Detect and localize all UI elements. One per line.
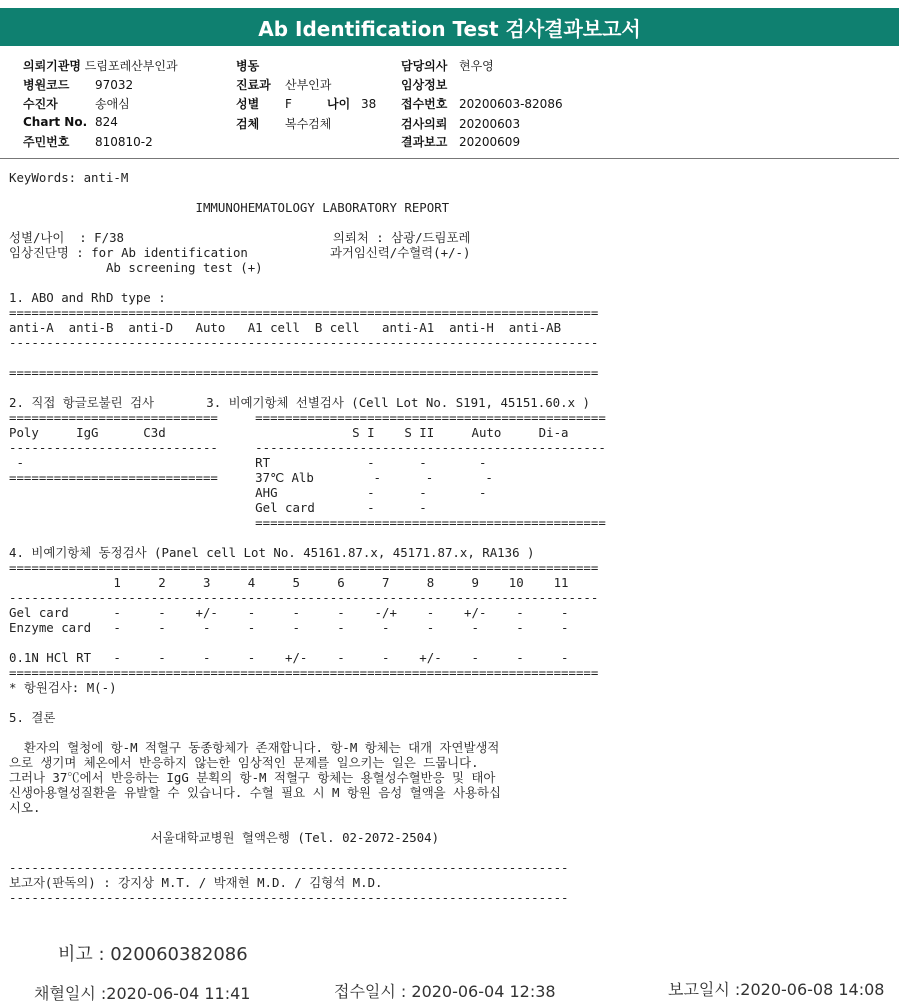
report-line: =============================================== (9, 515, 606, 530)
header-value: 20200603 (459, 117, 521, 131)
header-label: 주민번호 (23, 135, 70, 149)
report-line: 으로 생기며 체온에서 반응하지 않는한 임상적인 문제를 일으키는 일은 드뭅니다. (9, 755, 479, 770)
report-line: Ab screening test (+) (9, 260, 263, 275)
report-line (9, 815, 889, 830)
report-line: * 항원검사: M(-) (9, 680, 117, 695)
header-department (236, 76, 331, 93)
header-institution (23, 57, 178, 74)
header-label: 담당의사 (401, 59, 448, 73)
report-line: Enzyme card - - - - - - - - - - - (9, 620, 569, 635)
report-line (9, 275, 889, 290)
report-line: ------------------------------------------------------------------------------- (9, 335, 599, 350)
report-line: 그러나 37℃에서 반응하는 IgG 분획의 항-M 적혈구 항체는 용혈성수혈반응 및 태아 (9, 770, 496, 785)
header-label: 임상정보 (401, 78, 448, 92)
header-value: 산부인과 (285, 78, 332, 92)
header-label: 결과보고 (401, 135, 448, 149)
header-value: 송애심 (95, 97, 130, 111)
report-line: =============================================================================== (9, 365, 599, 380)
report-line: 4. 비예기항체 동정검사 (Panel cell Lot No. 45161.87.x, 45171.87.x, RA136 ) (9, 545, 535, 560)
report-line: 성별/나이 : F/38 의뢰처 : 삼광/드림포레 (9, 230, 471, 245)
report-line (9, 635, 889, 650)
report-line: =============================================================================== (9, 560, 599, 575)
report-line (9, 185, 889, 200)
header-age (327, 95, 376, 112)
header-value: 현우영 (459, 59, 494, 73)
header-label: 병동 (236, 59, 260, 73)
header-value: 복수검체 (285, 117, 332, 131)
report-line: 0.1N HCl RT - - - - +/- - - +/- - - - (9, 650, 569, 665)
report-line: - RT - - - (9, 455, 487, 470)
header-patient (23, 95, 130, 112)
report-line (9, 695, 889, 710)
header-label: Chart No. (23, 115, 88, 129)
header-value: 20200609 (459, 135, 521, 149)
report-line: 서울대학교병원 혈액은행 (Tel. 02-2072-2504) (9, 830, 440, 845)
header-resident-no (23, 133, 153, 150)
report-line: 5. 결론 (9, 710, 56, 725)
header-specimen (236, 115, 331, 132)
header-label: 수진자 (23, 97, 58, 111)
header-ward (236, 57, 259, 74)
header-value: 드림포레산부인과 (84, 59, 178, 73)
header-label: 검체 (236, 117, 260, 131)
report-line (9, 725, 889, 740)
report-line: --------------------------------------------------------------------------- (9, 860, 569, 875)
blood-draw-datetime: 채혈일시 :2020-06-04 11:41 (34, 984, 251, 1003)
report-line: ============================ =============================================== (9, 410, 606, 425)
header-label: 의뢰기관명 (23, 59, 81, 73)
report-line: 2. 직접 항글로불린 검사 3. 비예기항체 선별검사 (Cell Lot No. S191, 45151.60.x ) (9, 395, 590, 410)
report-line: 임상진단명 : for Ab identification 과거임신력/수혈력(+/-) (9, 245, 471, 260)
report-line (9, 215, 889, 230)
report-datetime: 보고일시 :2020-06-08 14:08 (668, 980, 885, 999)
header-label: 진료과 (236, 78, 271, 92)
report-title: Ab Identification Test 검사결과보고서 (258, 16, 641, 41)
report-line (9, 380, 889, 395)
report-line: 환자의 혈청에 항-M 적혈구 동종항체가 존재합니다. 항-M 항체는 대개 자연발생적 (9, 740, 500, 755)
report-line: 신생아용혈성질환을 유발할 수 있습니다. 수혈 필요 시 M 항원 음성 혈액을 사용하십 (9, 785, 501, 800)
report-title-bar (0, 8, 899, 46)
header-value: 20200603-82086 (459, 97, 563, 111)
header-label: 병원코드 (23, 78, 70, 92)
report-line (9, 845, 889, 860)
header-value: 38 (361, 97, 377, 111)
report-line: IMMUNOHEMATOLOGY LABORATORY REPORT (9, 200, 450, 215)
header-doctor (401, 57, 494, 74)
report-line: Gel card - - (9, 500, 427, 515)
report-line: --------------------------------------------------------------------------- (9, 890, 569, 905)
header-sex (236, 95, 292, 112)
report-body (9, 170, 889, 905)
report-line: 보고자(판독의) : 강지상 M.T. / 박재현 M.D. / 김형석 M.D. (9, 875, 383, 890)
header-value: 97032 (95, 78, 134, 92)
report-line: Gel card - - +/- - - - -/+ - +/- - - (9, 605, 569, 620)
header-label: 성별 (236, 97, 260, 111)
header-request-date (401, 115, 520, 132)
report-line: 1 2 3 4 5 6 7 8 9 10 11 (9, 575, 569, 590)
report-line: Poly IgG C3d S I S II Auto Di-a (9, 425, 569, 440)
report-line: ============================ 37℃ Alb - - - (9, 470, 493, 485)
report-line (9, 350, 889, 365)
header-label: 나이 (327, 97, 351, 111)
header-chart-no (23, 115, 118, 129)
report-line: ------------------------------------------------------------------------------- (9, 590, 599, 605)
receipt-datetime: 접수일시 : 2020-06-04 12:38 (334, 982, 556, 1001)
header-label: 접수번호 (401, 97, 448, 111)
header-value: 810810-2 (95, 135, 153, 149)
header-value: 824 (95, 115, 118, 129)
report-line (9, 530, 889, 545)
header-report-date (401, 133, 520, 150)
header-divider (0, 158, 899, 159)
report-line: 1. ABO and RhD type : (9, 290, 166, 305)
report-line: KeyWords: anti-M (9, 170, 129, 185)
header-receipt-no (401, 95, 563, 112)
report-line: =============================================================================== (9, 305, 599, 320)
report-line: anti-A anti-B anti-D Auto A1 cell B cell anti-A1 anti-H anti-AB (9, 320, 562, 335)
report-line: 시오. (9, 800, 41, 815)
header-clinical-info (401, 76, 447, 93)
report-line: =============================================================================== (9, 665, 599, 680)
remark: 비고 : 020060382086 (58, 944, 248, 965)
header-label: 검사의뢰 (401, 117, 448, 131)
header-value: F (285, 97, 292, 111)
header-hospital-code (23, 76, 133, 93)
report-line: ---------------------------- ----------------------------------------------- (9, 440, 606, 455)
report-line: AHG - - - (9, 485, 487, 500)
